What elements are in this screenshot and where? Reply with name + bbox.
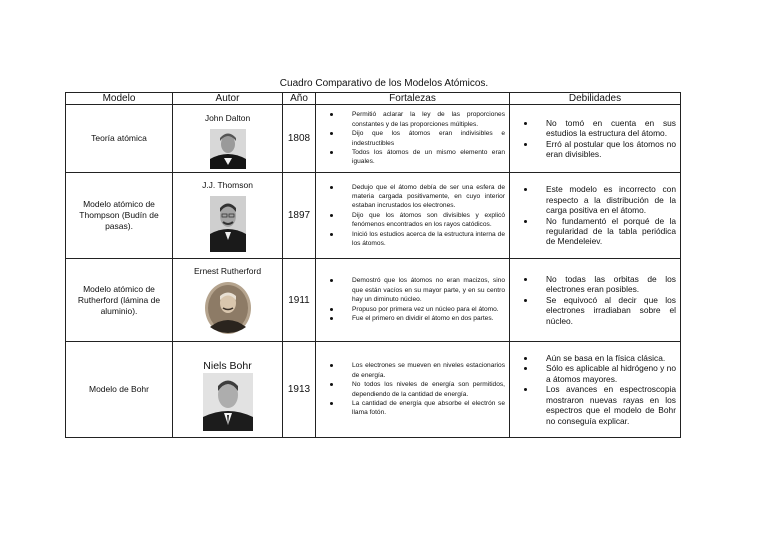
strength-item: La cantidad de energía que absorbe el electrón se llama fotón. bbox=[352, 399, 505, 417]
author-cell bbox=[173, 342, 283, 438]
thomson-portrait-image bbox=[210, 196, 246, 252]
strengths-list bbox=[316, 361, 509, 417]
weaknesses-list bbox=[510, 353, 680, 426]
year-cell: 1897 bbox=[283, 173, 316, 259]
weakness-item: No fundamentó el porqué de la regularidad de la tabla periódica de Mendeleiev. bbox=[546, 215, 676, 247]
table-row bbox=[66, 105, 681, 173]
strengths-list bbox=[316, 276, 509, 323]
author-name: J.J. Thomson bbox=[202, 179, 253, 190]
dalton-portrait-image bbox=[210, 129, 246, 169]
weaknesses-cell bbox=[510, 173, 681, 259]
strength-item: Dijo que los átomos eran indivisibles e indestructibles bbox=[352, 130, 505, 147]
weaknesses-list bbox=[510, 274, 680, 326]
table-row bbox=[66, 342, 681, 438]
model-name: Teoría atómica bbox=[66, 105, 173, 173]
table-row bbox=[66, 173, 681, 259]
year-cell: 1808 bbox=[283, 105, 316, 173]
author-cell bbox=[173, 173, 283, 259]
strength-item: Dijo que los átomos son divisibles y explicó fenómenos encontrados en los rayos catódicos. bbox=[352, 211, 505, 229]
strength-item: Dedujo que el átomo debía de ser una esfera de materia cargada positivamente, en cuyo interior estaban incrustados los electrones. bbox=[352, 183, 505, 210]
strengths-list bbox=[316, 110, 509, 166]
weaknesses-cell bbox=[510, 105, 681, 173]
strength-item: Demostró que los átomos no eran macizos, sino que están vacíos en su mayor parte, y en su centro hay un diminuto núcleo. bbox=[352, 277, 505, 304]
weaknesses-cell bbox=[510, 342, 681, 438]
strength-item: Inició los estudios acerca de la estructura interna de los átomos. bbox=[352, 230, 505, 248]
strengths-list bbox=[316, 183, 509, 249]
weaknesses-list bbox=[510, 118, 680, 160]
strengths-cell bbox=[316, 173, 510, 259]
weakness-item: Sólo es aplicable al hidrógeno y no a átomos mayores. bbox=[546, 363, 676, 384]
author-cell bbox=[173, 105, 283, 173]
table-row bbox=[66, 259, 681, 342]
strengths-cell bbox=[316, 259, 510, 342]
model-name: Modelo atómico de Thompson (Budín de pasas). bbox=[66, 173, 173, 259]
header-fortalezas: Fortalezas bbox=[316, 93, 510, 105]
author-name: Niels Bohr bbox=[203, 359, 252, 372]
strength-item: Todos los átomos de un mismo elemento eran iguales. bbox=[352, 148, 505, 166]
weakness-item: No todas las orbitas de los electrones eran posibles. bbox=[546, 273, 676, 295]
header-anio: Año bbox=[283, 93, 316, 105]
author-name: John Dalton bbox=[204, 112, 251, 123]
model-name: Modelo de Bohr bbox=[66, 342, 173, 438]
weakness-item: Este modelo es incorrecto con respecto a la distribución de la carga positiva en el átomo. bbox=[546, 184, 676, 216]
strength-item: Fue el primero en dividir el átomo en dos partes. bbox=[352, 314, 505, 323]
weaknesses-cell bbox=[510, 259, 681, 342]
weakness-item: Aún se basa en la física clásica. bbox=[546, 353, 676, 363]
author-cell bbox=[173, 259, 283, 342]
strengths-cell bbox=[316, 105, 510, 173]
weakness-item: Los avances en espectroscopia mostraron nuevas rayas en los espectros que el modelo de Bohr no conseguía explicar. bbox=[546, 384, 676, 426]
strength-item: Permitió aclarar la ley de las proporciones constantes y de las proporciones múltiples. bbox=[352, 111, 505, 128]
year-cell: 1913 bbox=[283, 342, 316, 438]
strength-item: Propuso por primera vez un núcleo para el átomo. bbox=[352, 305, 505, 314]
comparison-table bbox=[65, 92, 681, 438]
strength-item: No todos los niveles de energía son permitidos, dependiendo de la cantidad de energía. bbox=[352, 381, 505, 398]
model-name: Modelo atómico de Rutherford (lámina de aluminio). bbox=[66, 259, 173, 342]
header-debilidades: Debilidades bbox=[510, 93, 681, 105]
author-name: Ernest Rutherford bbox=[193, 266, 262, 276]
weakness-item: Erró al postular que los átomos no eran divisibles. bbox=[546, 138, 676, 159]
strength-item: Los electrones se mueven en niveles estacionarios de energía. bbox=[352, 362, 505, 379]
weakness-item: Se equivocó al decir que los electrones irradiaban sobre el núcleo. bbox=[546, 294, 676, 326]
header-row bbox=[66, 93, 681, 105]
page-title: Cuadro Comparativo de los Modelos Atómicos. bbox=[279, 78, 489, 89]
bohr-portrait-image bbox=[203, 373, 253, 431]
header-autor: Autor bbox=[173, 93, 283, 105]
year-cell: 1911 bbox=[283, 259, 316, 342]
rutherford-portrait-image bbox=[204, 281, 252, 335]
strengths-cell bbox=[316, 342, 510, 438]
weaknesses-list bbox=[510, 184, 680, 246]
weakness-item: No tomó en cuenta en sus estudios la estructura del átomo. bbox=[546, 117, 676, 139]
header-modelo: Modelo bbox=[66, 93, 173, 105]
